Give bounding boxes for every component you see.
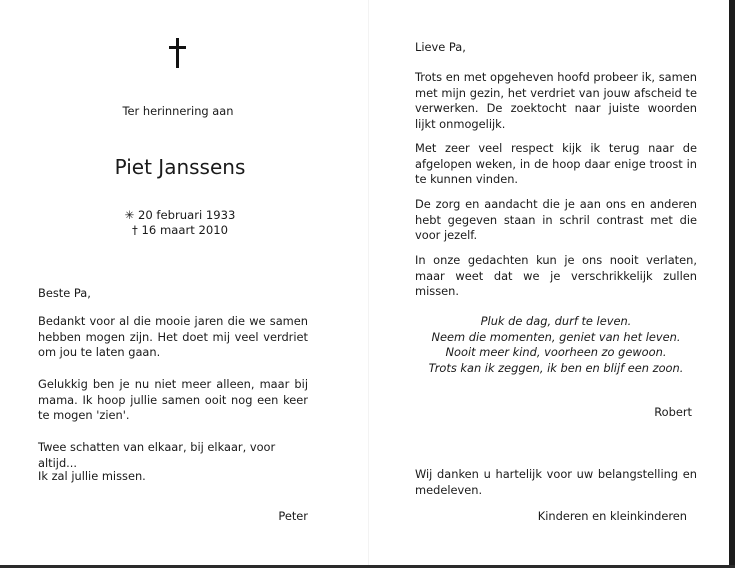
left-signature: Peter <box>278 509 308 523</box>
in-memory-label: Ter herinnering aan <box>122 104 234 118</box>
poem <box>415 314 697 376</box>
right-paragraph-2: Met zeer veel respect kijk ik terug naar de afgelopen weken, in de hoop daar enige troost in te kunnen vinden. <box>415 141 697 187</box>
poem-line: Neem die momenten, geniet van het leven. <box>431 329 681 344</box>
life-dates <box>110 208 250 238</box>
right-greeting: Lieve Pa, <box>415 40 466 54</box>
right-paragraph-4: In onze gedachten kun je ons nooit verlaten, maar weet dat we je verschrikkelijk zullen missen. <box>415 253 697 299</box>
deceased-name: Piet Janssens <box>114 155 246 179</box>
left-paragraph-1: Bedankt voor al die mooie jaren die we samen hebben mogen zijn. Het doet mij veel verdriet om jou te laten gaan. <box>38 314 308 360</box>
card-fold-line <box>368 0 369 568</box>
cross-icon <box>168 38 188 68</box>
right-paragraph-1: Trots en met opgeheven hoofd probeer ik, samen met mijn gezin, het verdriet van jouw afscheid te verwerken. De zoektocht naar juiste woorden lijkt onmogelijk. <box>415 70 697 131</box>
poem-line: Nooit meer kind, voorheen zo gewoon. <box>445 345 667 360</box>
death-date: † 16 maart 2010 <box>132 223 228 238</box>
left-paragraph-2: Gelukkig ben je nu niet meer alleen, maar bij mama. Ik hoop jullie samen ooit nog een keer te mogen 'zien'. <box>38 377 308 423</box>
thanks-message: Wij danken u hartelijk voor uw belangstelling en medeleven. <box>415 467 697 497</box>
scan-edge-right <box>729 0 735 568</box>
poem-line: Trots kan ik zeggen, ik ben en blijf een zoon. <box>428 360 684 375</box>
birth-date: ✳ 20 februari 1933 <box>124 208 236 222</box>
left-paragraph-3: Twee schatten van elkaar, bij elkaar, voor altijd... <box>38 440 276 470</box>
left-paragraph-4: Ik zal jullie missen. <box>38 469 146 483</box>
right-signature: Robert <box>654 405 692 419</box>
poem-line: Pluk de dag, durf te leven. <box>480 314 632 328</box>
right-paragraph-3: De zorg en aandacht die je aan ons en anderen hebt gegeven staan in schril contrast met die voor jezelf. <box>415 197 697 243</box>
closing-signature: Kinderen en kleinkinderen <box>537 509 687 523</box>
left-greeting: Beste Pa, <box>38 286 91 300</box>
